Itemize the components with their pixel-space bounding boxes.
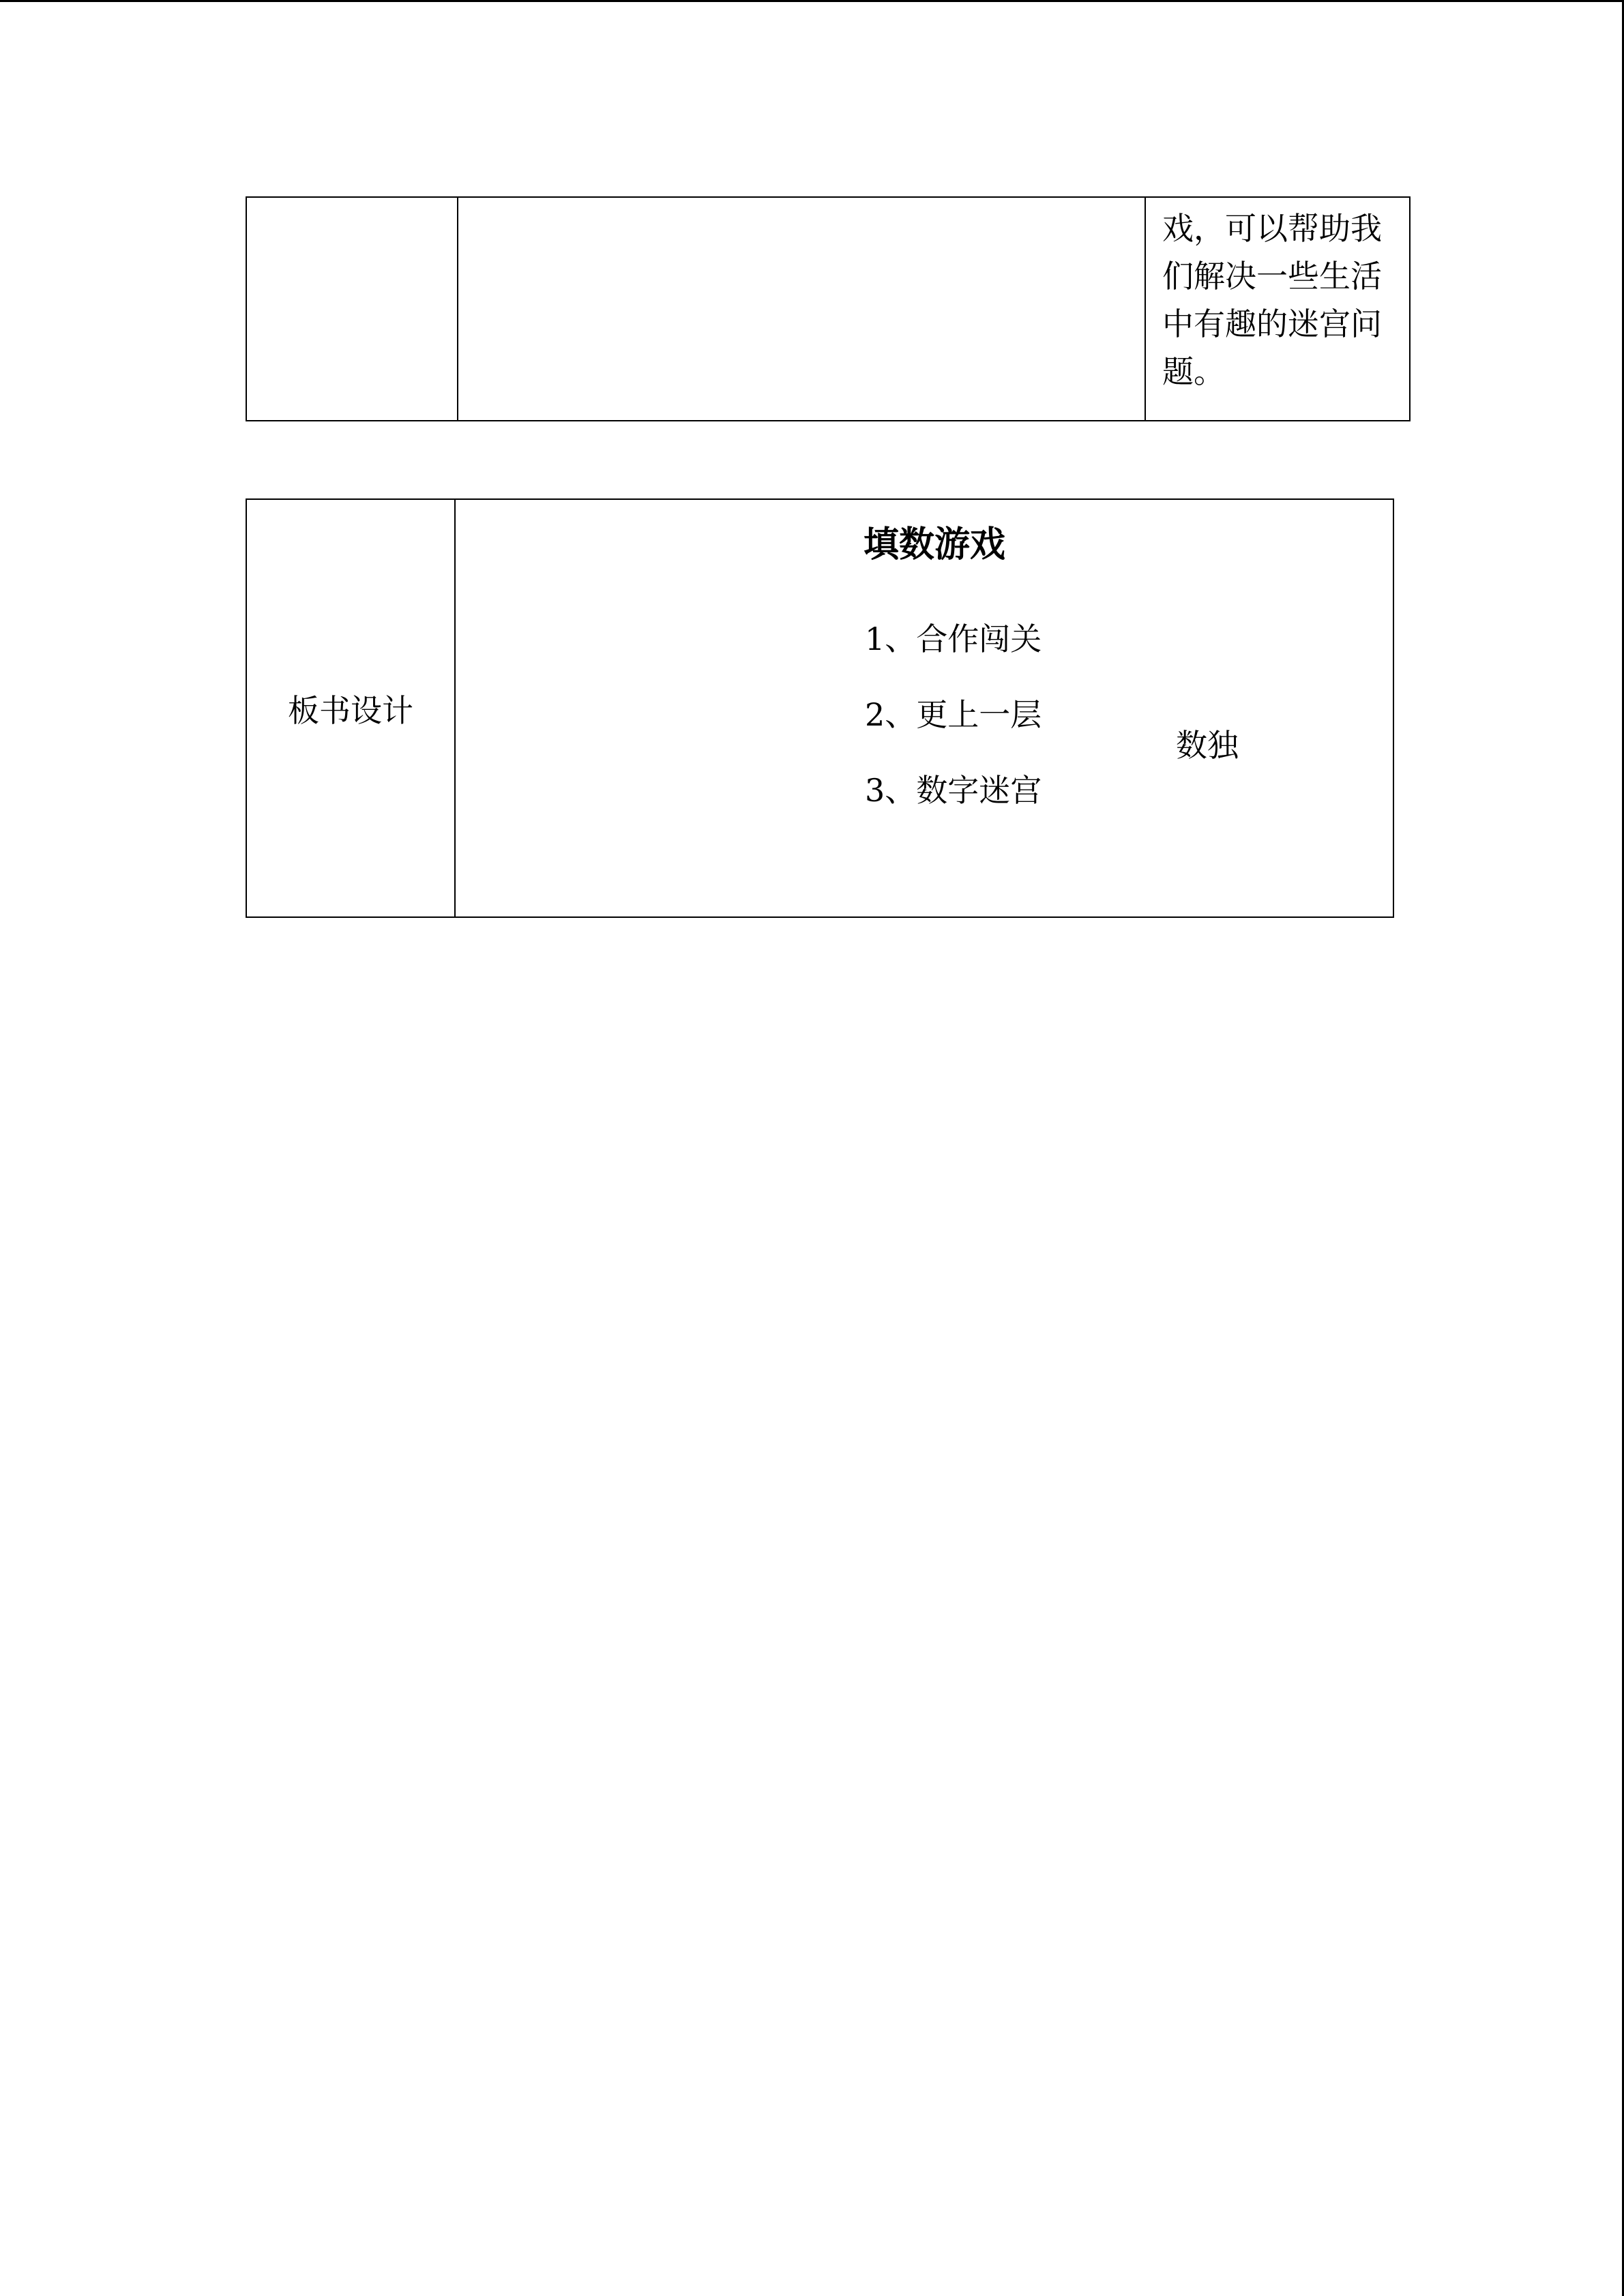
board-item-3: 3、数字迷宫 <box>865 772 1042 809</box>
board-side-note: 数独 <box>1176 727 1239 764</box>
board-item-1: 1、合作闯关 <box>865 621 1042 657</box>
notes-text: 戏，可以帮助我们解决一些生活中有趣的迷宫问题。 <box>1162 210 1382 390</box>
page-border-top <box>0 0 1624 2</box>
board-design-content <box>455 499 1393 917</box>
board-design-label: 板书设计 <box>246 499 455 917</box>
empty-content-cell <box>458 197 1145 421</box>
continuation-table <box>246 196 1411 421</box>
board-title: 填数游戏 <box>863 524 1005 565</box>
empty-label-cell <box>246 197 458 421</box>
table-row <box>246 197 1410 421</box>
board-item-2: 2、更上一层 <box>865 696 1042 733</box>
board-design-table <box>246 498 1394 918</box>
notes-cell <box>1145 197 1410 421</box>
table-row <box>246 499 1393 917</box>
